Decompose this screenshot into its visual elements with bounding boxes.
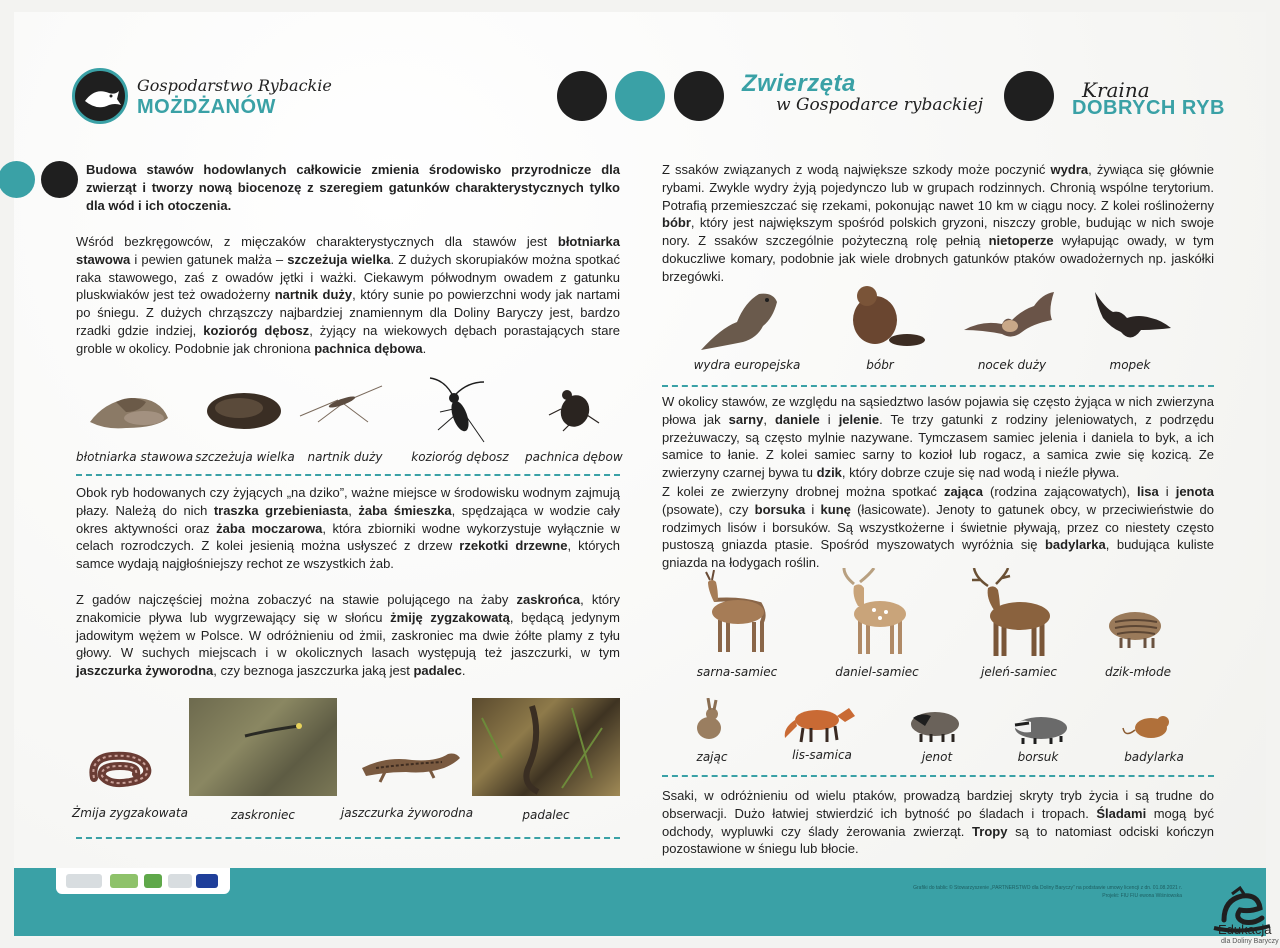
caption-slow-worm: padalec — [522, 808, 570, 822]
logo-fish-icon — [72, 68, 128, 124]
text-run: , spędzająca w wodzie cały okres aktywności oraz — [76, 502, 620, 536]
pond-skater-illustration — [298, 380, 384, 424]
badger-illustration — [1009, 710, 1069, 744]
bold-term: wydra — [1050, 162, 1089, 177]
text-run: wyłapując owady, w tym dokuczliwe komary, podobnie jak wiele drobnych gatunków ptaków owadożernych np. jaskółki brzegówki. — [662, 233, 1214, 284]
bold-term: borsuka — [754, 501, 806, 517]
text-run: W okolicy stawów, ze względu na sąsiedztwo lasów pojawia się często żyjąca w nich zwierzyna płowa jak — [662, 394, 1214, 427]
harvest-mouse-illustration — [1121, 708, 1179, 744]
text-run: są to natomiast odciski kończyn pozostawione w śniegu lub błocie. — [662, 823, 1215, 857]
text-run: , — [763, 411, 775, 427]
bold-term: rzekotki drzewne — [459, 538, 568, 554]
text-run: , która zbiorniki wodne wykorzystuje wyłącznie w celach rozrodczych. Z kolei jesienią można usłyszeć z drzew — [76, 520, 620, 554]
bold-term: sarny — [728, 411, 764, 427]
viviparous-lizard-illustration — [356, 738, 466, 788]
brand-line1: Kraina — [1082, 78, 1150, 102]
sponsor-logo-icon — [110, 874, 138, 888]
bold-term: dzik — [816, 465, 842, 481]
bold-term: błotniarka stawowa — [76, 234, 620, 267]
caption-badger: borsuk — [1017, 750, 1059, 764]
sponsor-logo-icon — [168, 874, 192, 888]
text-run: Obok ryb hodowanych czy żyjących „na dziko”, ważne miejsce w środowisku wodnym zajmują płazy. Należą do nich — [76, 485, 620, 518]
caption-otter: wydra europejska — [693, 358, 801, 372]
hare-illustration — [694, 698, 724, 742]
grass-snake-photo — [189, 698, 337, 796]
traces-paragraph — [662, 787, 1214, 858]
bold-term: Śladami — [1096, 805, 1147, 821]
bold-term: żaba śmieszka — [358, 502, 452, 518]
slow-worm-photo — [472, 698, 620, 796]
text-run: . Te trzy gatunki z rodziny jeleniowatych, z podrzędu przeżuwaczy, są często mylnie nazywane. Tymczasem samiec jelenia i daniela to byk, a ich samice to łanie. Z kolei samiec sarny to kozioł lub rogacz, a samica zwie się kozicą. Ze zwierzyny czarnej bywa tu — [662, 411, 1215, 481]
bold-term: zaskrońca — [516, 592, 581, 607]
barbastelle-bat-illustration — [1091, 288, 1173, 348]
caption-swan-mussel: szczeżuja wielka — [195, 450, 295, 464]
bold-term: daniele — [774, 411, 820, 427]
sponsor-logo-icon — [66, 874, 102, 888]
text-run: i pewien gatunek małża – — [130, 251, 288, 267]
text-run: , będącą jedynym jadowitym wężem w Polsce. W odróżnieniu od żmii, zaskroniec ma dwie żółte plamy z tyłu głowy. W suchych miejscach i w okolicznych lasach występują też jaszczurki, w tym — [76, 609, 620, 661]
text-run: i — [819, 411, 839, 427]
caption-wild-boar-piglet: dzik-młode — [1104, 665, 1171, 679]
water-mammals-paragraph — [662, 161, 1214, 286]
intro-paragraph: Budowa stawów hodowlanych całkowicie zmienia środowisko przyrodnicze dla zwierząt i tworzy nową biocenozę z szeregiem gatunków charakterystycznych tylko dla wód i ich otoczenia. — [86, 162, 620, 213]
caption-grass-snake: zaskroniec — [230, 808, 296, 822]
bold-term: jaszczurka żyworodna — [76, 663, 214, 679]
text-run: i — [805, 501, 821, 517]
bold-term: żmiję zygzakowatą — [390, 609, 510, 625]
sponsor-logos — [56, 868, 230, 894]
raccoon-dog-illustration — [907, 706, 967, 744]
text-run: , budująca kuliste gniazda na łodygach roślin. — [662, 537, 1214, 571]
sponsor-logo-icon — [144, 874, 162, 888]
text-run: Z kolei ze zwierzyny drobnej można spotkać — [662, 484, 944, 499]
bold-term: jenota — [1175, 484, 1214, 499]
footer-credits — [822, 884, 1182, 900]
wild-boar-piglet-illustration — [1105, 604, 1169, 650]
bold-term: traszka grzebieniasta — [213, 502, 349, 518]
bold-term: kunę — [820, 501, 851, 517]
bold-term: padalec — [413, 663, 462, 679]
fox-illustration — [783, 698, 859, 744]
text-run: . Z dużych skorupiaków można spotkać raka stawowego, zaś z owadów jętki i ważki. Ciekawym półwodnym owadem z gatunku pluskwiaków jest też owadożerny — [76, 251, 620, 303]
bold-term: lisa — [1137, 484, 1159, 499]
text-run: (rodzina zającowatych), — [982, 484, 1138, 499]
decor-dot — [557, 71, 607, 121]
page-title: Zwierzęta — [742, 70, 856, 97]
bold-term: kozioróg dębosz — [203, 322, 310, 338]
greater-mouse-eared-bat-illustration — [962, 290, 1056, 346]
capricorn-beetle-illustration — [424, 376, 494, 446]
bold-term: Tropy — [972, 823, 1008, 839]
bold-term: pachnica dębowa — [314, 340, 423, 356]
caption-fox: lis-samica — [792, 748, 852, 762]
invertebrates-paragraph — [76, 233, 620, 358]
red-deer-illustration — [970, 568, 1064, 658]
text-run: , który dobrze czuje się nad wodą i nieźle pływa. — [841, 465, 1120, 481]
deer-paragraph — [662, 393, 1214, 482]
bold-term: badylarka — [1044, 537, 1106, 553]
caption-pond-skater: nartnik duży — [307, 450, 383, 464]
caption-capricorn-beetle: kozioróg dębosz — [411, 450, 509, 464]
brand-line2: DOBRYCH RYB — [1072, 97, 1225, 119]
logo-line2: MOŻDŻANÓW — [137, 96, 276, 118]
bold-term: nartnik duży — [274, 287, 353, 303]
caption-harvest-mouse: badylarka — [1124, 750, 1184, 764]
section-divider — [662, 385, 1214, 387]
text-run: Z ssaków związanych z wodą największe szkody może poczynić — [662, 162, 1051, 177]
pond-snail-illustration — [86, 388, 172, 436]
caption-pond-snail: błotniarka stawowa — [76, 450, 194, 464]
text-run: i — [1158, 484, 1176, 499]
caption-adder: Żmija zygzakowata — [72, 806, 188, 820]
caption-red-deer: jeleń-samiec — [981, 665, 1057, 679]
education-logo-sub: dla Doliny Baryczy — [1221, 938, 1279, 945]
decor-dot — [41, 161, 78, 198]
small-game-paragraph — [662, 483, 1214, 572]
bold-term: jelenie — [838, 411, 880, 427]
bold-term: żaba moczarowa — [216, 520, 323, 536]
caption-raccoon-dog: jenot — [921, 750, 953, 764]
text-run: , który znakomicie pływa lub wygrzewający się w słońcu — [76, 592, 620, 625]
section-divider — [76, 837, 620, 839]
text-run: . — [461, 663, 466, 679]
text-run: , żywiąca się głównie rybami. Zwykle wydry żyją pojedynczo lub w grupach rodzinnych. Chronią wspólne terytorium. Potrafią przemieszczać się rzekami, pokonując nawet 10 km w ciągu nocy. Z kolei roślinożerny — [662, 162, 1215, 213]
text-run: (łasicowate). Jenoty to gatunek obcy, w przeciwieństwie do rodzimych lisów i borsuków. Są wszystkożerne i świetnie pływają, przez co niestety często pustoszą gniazda ptasie. Spośród myszowatych wyróżnia się — [662, 501, 1214, 553]
education-logo-name: Edukacja — [1218, 922, 1272, 937]
otter-illustration — [697, 288, 783, 354]
adder-illustration — [86, 738, 162, 790]
text-run: , który sunie po powierzchni wody jak nartami po śniegu. Z dużych chrząszczy najbardziej znamiennym dla Doliny Baryczy jest, bardzo rzadki gdzie indziej, — [76, 287, 620, 338]
beaver-illustration — [843, 282, 927, 348]
bold-term: zająca — [943, 484, 983, 499]
hermit-beetle-illustration — [545, 385, 603, 433]
text-run: , których samce wydają najgłośniejszy rechot ze wszystkich żab. — [76, 538, 620, 572]
caption-hermit-beetle: pachnica dębow — [525, 450, 623, 464]
text-run: Wśród bezkręgowców, z mięczaków charakterystycznych dla stawów jest — [76, 234, 558, 249]
text-run: . — [422, 340, 427, 356]
text-run: (psowate), czy — [662, 501, 755, 517]
text-run: , który jest największym spośród polskich gryzoni, niszczy groble, budując w nich swoje nory. Z ssaków szczególnie pożyteczną rolę pełnią — [662, 215, 1214, 249]
text-run: , czy beznoga jaszczurka jaką jest — [213, 663, 414, 679]
text-run: Z gadów najczęściej można zobaczyć na stawie polującego na żaby — [76, 592, 517, 607]
text-run: mogą być odchody, wypluwki czy ślady żerowania zwierząt. — [662, 805, 1214, 839]
eu-flag-icon — [196, 874, 218, 888]
text-run: Ssaki, w odróżnieniu od wielu ptaków, prowadzą bardziej skryty tryb życia i są trudne do obserwacji. Dużo łatwiej stwierdzić ich bytność po śladach i tropach. — [662, 788, 1214, 821]
bold-term: nietoperze — [988, 233, 1054, 249]
page-subtitle: w Gospodarce rybackiej — [776, 95, 984, 115]
caption-fallow-deer: daniel-samiec — [835, 665, 919, 679]
swan-mussel-illustration — [205, 390, 283, 432]
section-divider — [76, 474, 620, 476]
logo-line1: Gospodarstwo Rybackie — [137, 76, 332, 95]
credits-line2: Projekt: FIU FIU ewona Wiśniowska — [1102, 893, 1182, 899]
roe-deer-illustration — [700, 570, 776, 656]
bold-term: szczeżuja wielka — [287, 251, 391, 267]
caption-viviparous-lizard: jaszczurka żyworodna — [340, 806, 474, 820]
caption-hare: zając — [696, 750, 728, 764]
section-divider — [662, 775, 1214, 777]
text-run: , żyjący na wiekowych dębach porastających stare groble w okolicy. Podobnie jak chroniona — [76, 322, 620, 356]
caption-roe-deer: sarna-samiec — [696, 665, 778, 679]
caption-greater-mouse-eared-bat: nocek duży — [977, 358, 1047, 372]
decor-dot — [1004, 71, 1054, 121]
bold-term: bóbr — [662, 215, 691, 231]
credits-line1: Grafiki do tablic © Stowarzyszenie „PARTNERSTWO dla Doliny Baryczy” na podstawie umowy licencji z dn. 01.08.2021 r. — [913, 885, 1182, 891]
caption-beaver: bóbr — [866, 358, 894, 372]
text-run: , — [348, 502, 359, 518]
reptiles-paragraph — [76, 591, 620, 680]
decor-dot — [674, 71, 724, 121]
decor-dot — [615, 71, 665, 121]
caption-barbastelle-bat: mopek — [1109, 358, 1151, 372]
fallow-deer-illustration — [840, 568, 914, 658]
amphibians-paragraph — [76, 484, 620, 573]
